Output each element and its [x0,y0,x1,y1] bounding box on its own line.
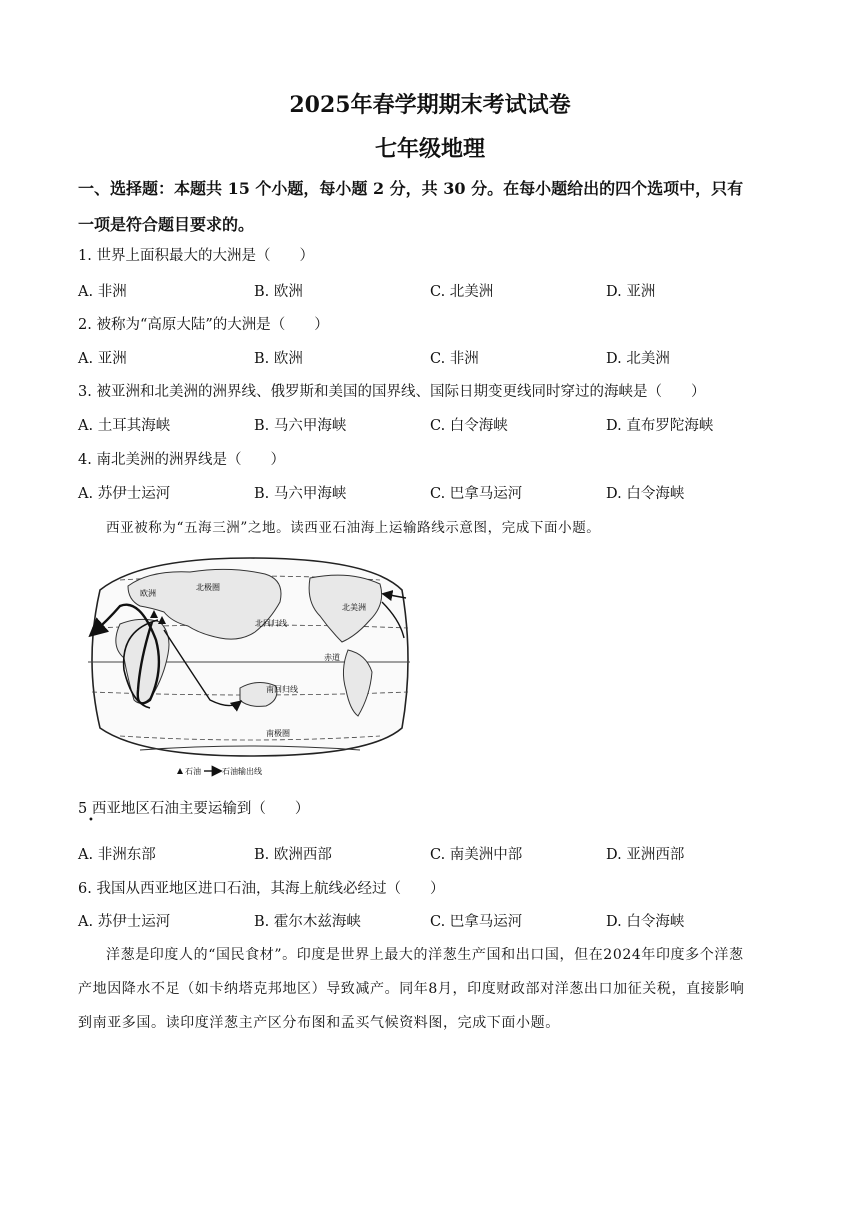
map-label-europe: 欧洲 [140,589,156,598]
question-2-option-b: B. 欧洲 [254,351,303,367]
question-2-stem: 2. 被称为“高原大陆”的大洲是（ ） [78,317,329,333]
question-5-option-a: A. 非洲东部 [78,847,156,863]
question-1-stem: 1. 世界上面积最大的大洲是（ ） [78,248,314,264]
question-3-option-b: B. 马六甲海峡 [254,418,347,434]
question-1-option-a: A. 非洲 [78,284,127,300]
map-label-tropic-capricorn: 南回归线 [266,685,298,694]
legend-oil-icon [177,768,183,774]
question-3-option-c: C. 白令海峡 [430,418,508,434]
map-label-arctic: 北极圈 [196,583,220,592]
section-heading-line2: 一项是符合题目要求的。 [78,215,255,234]
question-3-stem: 3. 被亚洲和北美洲的洲界线、俄罗斯和美国的国界线、国际日期变更线同时穿过的海峡是（ ） [78,384,706,400]
onion-intro-line1: 洋葱是印度人的“国民食材”。印度是世界上最大的洋葱生产国和出口国，但在2024年印度多个洋葱 [106,947,744,963]
question-3-option-d: D. 直布罗陀海峡 [606,418,714,434]
question-3-option-a: A. 土耳其海峡 [78,418,171,434]
map-label-tropic-cancer: 北回归线 [255,619,287,628]
map-label-north-america: 北美洲 [342,603,366,612]
section-heading-line1: 一、选择题：本题共 15 个小题，每小题 2 分，共 30 分。在每小题给出的四个选项中，只有 [78,179,744,198]
question-4-option-a: A. 苏伊士运河 [78,486,171,502]
question-5-option-c: C. 南美洲中部 [430,847,523,863]
legend-route-label: 石油输出线 [222,767,262,776]
question-4-option-b: B. 马六甲海峡 [254,486,347,502]
question-4-stem: 4. 南北美洲的洲界线是（ ） [78,452,285,468]
question-2-option-a: A. 亚洲 [78,351,127,367]
map-label-antarctic: 南极圈 [266,729,290,738]
question-5-stem: 5 西亚地区石油主要运输到（ ） [78,801,310,817]
question-2-option-d: D. 北美洲 [606,351,670,367]
map-intro-text: 西亚被称为“五海三洲”之地。读西亚石油海上运输路线示意图，完成下面小题。 [106,520,601,536]
question-6-option-b: B. 霍尔木兹海峡 [254,914,361,930]
legend-oil-label: 石油 [185,767,201,776]
exam-title: 2025年春学期期末考试试卷 [289,92,571,118]
marker-dot: • [88,815,94,826]
question-4-option-d: D. 白令海峡 [606,486,685,502]
question-6-stem: 6. 我国从西亚地区进口石油，其海上航线必经过（ ） [78,881,445,897]
question-6-option-c: C. 巴拿马运河 [430,914,523,930]
question-5-option-d: D. 亚洲西部 [606,847,685,863]
question-5-option-b: B. 欧洲西部 [254,847,332,863]
onion-intro-line2: 产地因降水不足（如卡纳塔克邦地区）导致减产。同年8月，印度财政部对洋葱出口加征关税，直接影响 [78,981,745,997]
oil-route-world-map [80,550,415,778]
question-4-option-c: C. 巴拿马运河 [430,486,523,502]
exam-subtitle: 七年级地理 [374,136,485,162]
question-1-option-c: C. 北美洲 [430,284,494,300]
question-2-option-c: C. 非洲 [430,351,479,367]
onion-intro-line3: 到南亚多国。读印度洋葱主产区分布图和孟买气候资料图，完成下面小题。 [78,1015,560,1031]
question-6-option-d: D. 白令海峡 [606,914,685,930]
question-1-option-d: D. 亚洲 [606,284,656,300]
question-1-option-b: B. 欧洲 [254,284,303,300]
question-6-option-a: A. 苏伊士运河 [78,914,171,930]
map-label-equator: 赤道 [324,653,340,662]
